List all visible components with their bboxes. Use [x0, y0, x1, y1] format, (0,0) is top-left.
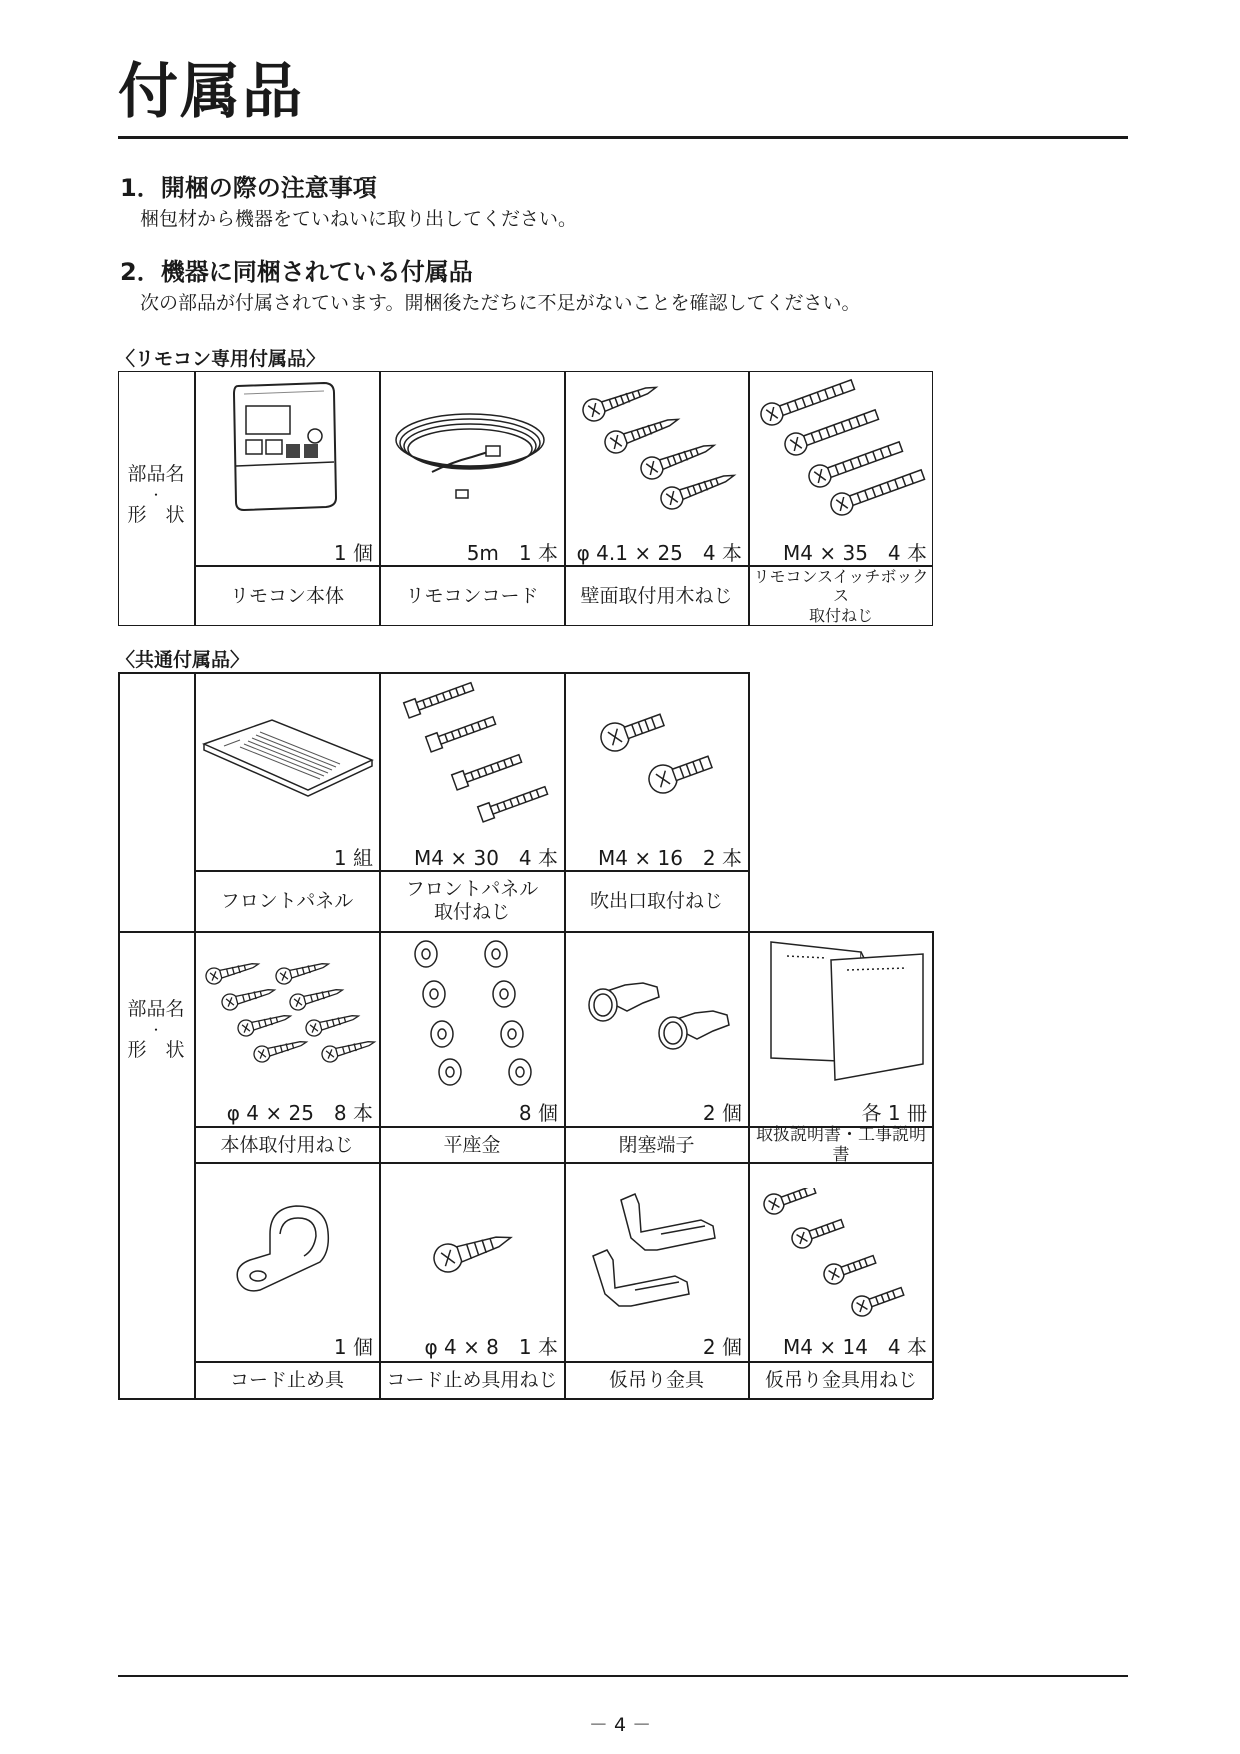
remote-table-caption: 〈リモコン専用付属品〉 [116, 348, 326, 370]
remote-qty-1: 1 個 [333, 541, 373, 565]
cord-icon [392, 402, 552, 512]
remote-qty-3: φ 4.1 × 25 4 本 [576, 541, 742, 565]
wood-screw-icon [580, 380, 740, 515]
common-name-1-1: フロントパネル [220, 889, 354, 912]
manual-icon [765, 938, 925, 1083]
remote-name-1: リモコン本体 [229, 584, 344, 607]
common-qty-2-1: φ 4 × 25 8 本 [226, 1101, 373, 1125]
common-name-2-1: 本体取付用ねじ [220, 1133, 354, 1156]
remote-name-2: リモコンコード [405, 584, 539, 607]
common-name-1-3: 吹出口取付ねじ [589, 889, 723, 912]
remote-name-3: 壁面取付用木ねじ [580, 584, 733, 607]
cord-clamp-icon [230, 1200, 350, 1300]
common-qty-1-1: 1 組 [333, 846, 373, 870]
section1-text: 梱包材から機器をていねいに取り出してください。 [140, 208, 578, 230]
common-name-3-1: コード止め具 [229, 1368, 344, 1391]
title-divider [118, 136, 1128, 139]
common-name-3-2: コード止め具用ねじ [386, 1368, 558, 1391]
section2-heading: 2．機器に同梱されている付属品 [120, 258, 473, 286]
section1-heading: 1．開梱の際の注意事項 [120, 174, 377, 202]
remote-qty-2: 5m 1 本 [466, 541, 558, 565]
closed-terminal-icon [585, 975, 740, 1055]
common-qty-2-3: 2 個 [702, 1101, 742, 1125]
common-qty-3-4: M4 × 14 4 本 [783, 1335, 927, 1359]
wood-screw-icon [430, 1218, 530, 1288]
common-qty-2-2: 8 個 [518, 1101, 558, 1125]
page-title: 付属品 [118, 57, 304, 127]
common-name-2-3: 閉塞端子 [618, 1133, 695, 1156]
common-qty-2-4: 各 1 冊 [861, 1101, 927, 1125]
remote-name-4: リモコンスイッチボックス 取付ねじ [753, 567, 929, 625]
common-name-1-2: フロントパネル 取付ねじ [405, 878, 539, 923]
remote-controller-icon [230, 378, 350, 518]
common-name-3-3: 仮吊り金具 [608, 1368, 704, 1391]
remote-qty-4: M4 × 35 4 本 [783, 541, 927, 565]
common-row-label: 部品名 ・ 形 状 [127, 998, 185, 1062]
common-qty-3-2: φ 4 × 8 1 本 [424, 1335, 558, 1359]
common-qty-3-3: 2 個 [702, 1335, 742, 1359]
common-name-2-2: 平座金 [443, 1133, 501, 1156]
wood-screw-icon [202, 958, 377, 1073]
front-panel-icon [200, 712, 375, 802]
machine-screw-icon [760, 378, 930, 518]
common-qty-1-2: M4 × 30 4 本 [414, 846, 558, 870]
page-number: － 4 － [588, 1714, 652, 1736]
section2-text: 次の部品が付属されています。開梱後ただちに不足がないことを確認してください。 [140, 292, 861, 314]
common-name-2-4: 取扱説明書・工事説明書 [756, 1124, 926, 1165]
machine-screw-icon [762, 1188, 922, 1328]
common-table-caption: 〈共通付属品〉 [116, 649, 250, 671]
common-name-3-4: 仮吊り金具用ねじ [764, 1368, 917, 1391]
footer-divider [118, 1675, 1128, 1677]
common-qty-3-1: 1 個 [333, 1335, 373, 1359]
machine-screw-icon [395, 680, 555, 830]
common-qty-1-3: M4 × 16 2 本 [598, 846, 742, 870]
short-screw-icon [595, 705, 725, 805]
remote-row-label: 部品名 ・ 形 状 [127, 463, 185, 527]
hanging-bracket-icon [585, 1190, 730, 1310]
washer-icon [410, 938, 540, 1088]
